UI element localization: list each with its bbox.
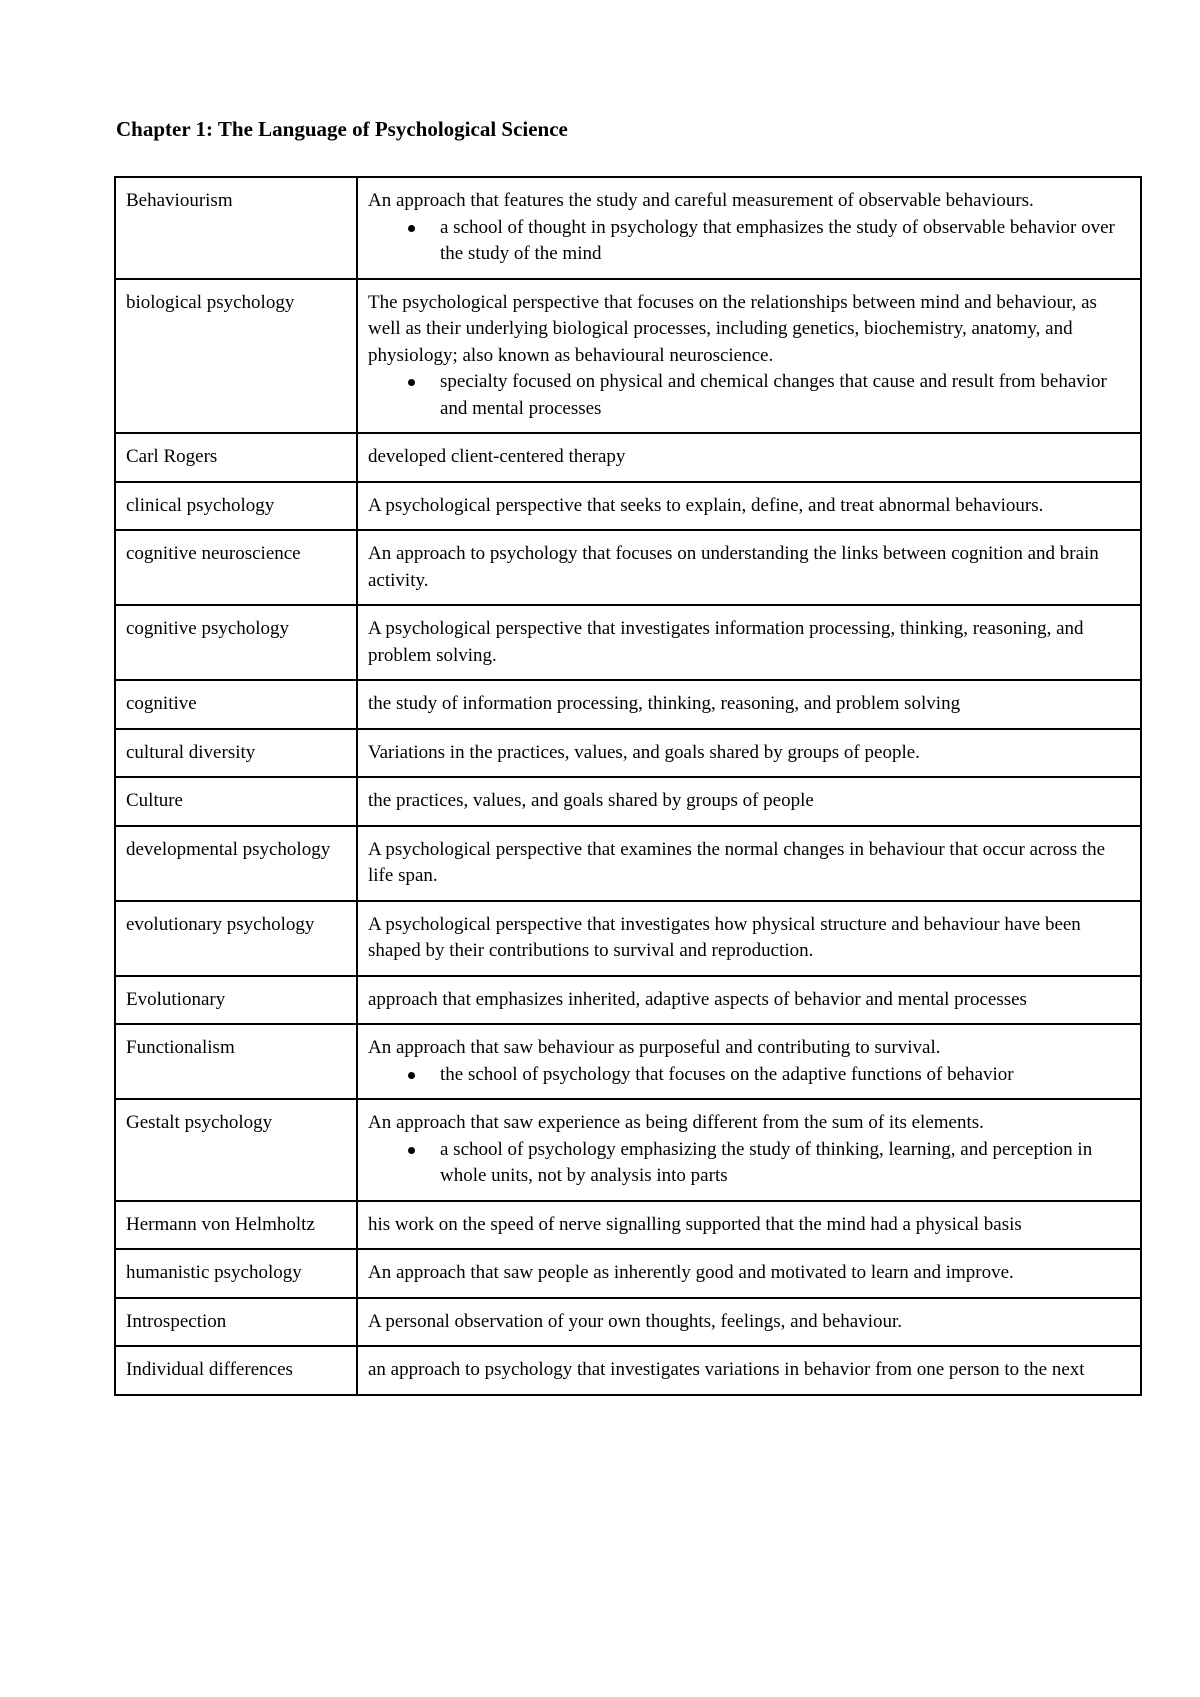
- definition-text: An approach that saw experience as being different from the sum of its elements.: [368, 1112, 984, 1133]
- term-cell: Hermann von Helmholtz: [115, 1201, 357, 1250]
- definition-bullet-list: [368, 215, 1130, 268]
- definition-cell: [357, 901, 1141, 976]
- definition-text: An approach to psychology that focuses on understanding the links between cognition and brain activity.: [368, 543, 1099, 591]
- table-row: [115, 826, 1141, 901]
- definition-cell: [357, 729, 1141, 778]
- table-row: [115, 1249, 1141, 1298]
- term-cell: Gestalt psychology: [115, 1099, 357, 1201]
- definition-text: An approach that saw people as inherently good and motivated to learn and improve.: [368, 1262, 1014, 1283]
- definition-text: the study of information processing, thinking, reasoning, and problem solving: [368, 693, 961, 714]
- term-cell: Culture: [115, 777, 357, 826]
- definition-text: The psychological perspective that focuses on the relationships between mind and behaviour, as well as their underlying biological processes, including genetics, biochemistry, anatomy, and physiology; also known as behavioural neuroscience.: [368, 291, 1097, 366]
- table-row: [115, 1201, 1141, 1250]
- definition-cell: [357, 1249, 1141, 1298]
- term-cell: developmental psychology: [115, 826, 357, 901]
- definition-cell: [357, 279, 1141, 434]
- definition-cell: [357, 433, 1141, 482]
- definition-cell: [357, 177, 1141, 279]
- term-cell: evolutionary psychology: [115, 901, 357, 976]
- glossary-table: [114, 176, 1142, 1396]
- definition-cell: [357, 826, 1141, 901]
- table-row: [115, 976, 1141, 1025]
- definition-bullet: a school of psychology emphasizing the study of thinking, learning, and perception in whole units, not by analysis into parts: [440, 1137, 1130, 1190]
- page-title: Chapter 1: The Language of Psychological Science: [116, 117, 568, 141]
- term-cell: biological psychology: [115, 279, 357, 434]
- definition-bullet: a school of thought in psychology that emphasizes the study of observable behavior over the study of the mind: [440, 215, 1130, 268]
- definition-bullet: specialty focused on physical and chemical changes that cause and result from behavior and mental processes: [440, 369, 1130, 422]
- definition-cell: [357, 1099, 1141, 1201]
- table-row: [115, 177, 1141, 279]
- table-row: [115, 901, 1141, 976]
- table-row: [115, 1099, 1141, 1201]
- definition-text: A psychological perspective that investigates information processing, thinking, reasoning, and problem solving.: [368, 618, 1084, 666]
- definition-text: developed client-centered therapy: [368, 446, 626, 467]
- definition-text: A psychological perspective that investigates how physical structure and behaviour have been shaped by their contributions to survival and reproduction.: [368, 913, 1081, 961]
- table-row: [115, 1346, 1141, 1395]
- definition-cell: [357, 530, 1141, 605]
- term-cell: cognitive psychology: [115, 605, 357, 680]
- table-row: [115, 1024, 1141, 1099]
- term-cell: clinical psychology: [115, 482, 357, 531]
- term-cell: Introspection: [115, 1298, 357, 1347]
- term-cell: cognitive: [115, 680, 357, 729]
- definition-cell: [357, 976, 1141, 1025]
- definition-bullet-list: [368, 369, 1130, 422]
- definition-cell: [357, 482, 1141, 531]
- term-cell: Carl Rogers: [115, 433, 357, 482]
- definition-cell: [357, 1346, 1141, 1395]
- definition-text: An approach that saw behaviour as purposeful and contributing to survival.: [368, 1037, 941, 1058]
- definition-cell: [357, 1298, 1141, 1347]
- term-cell: Behaviourism: [115, 177, 357, 279]
- definition-bullet-list: [368, 1062, 1130, 1089]
- definition-text: approach that emphasizes inherited, adaptive aspects of behavior and mental processes: [368, 988, 1027, 1010]
- term-cell: humanistic psychology: [115, 1249, 357, 1298]
- table-row: [115, 530, 1141, 605]
- definition-text: A psychological perspective that examines the normal changes in behaviour that occur across the life span.: [368, 838, 1106, 886]
- table-row: [115, 729, 1141, 778]
- table-row: [115, 777, 1141, 826]
- definition-text: an approach to psychology that investigates variations in behavior from one person to the next: [368, 1359, 1085, 1380]
- definition-text: Variations in the practices, values, and goals shared by groups of people.: [368, 741, 920, 763]
- definition-bullet: the school of psychology that focuses on the adaptive functions of behavior: [440, 1062, 1130, 1089]
- term-cell: Individual differences: [115, 1346, 357, 1395]
- definition-cell: [357, 680, 1141, 729]
- definition-cell: [357, 1201, 1141, 1250]
- table-row: [115, 433, 1141, 482]
- table-row: [115, 1298, 1141, 1347]
- definition-text: his work on the speed of nerve signalling supported that the mind had a physical basis: [368, 1213, 1022, 1235]
- definition-text: A psychological perspective that seeks to explain, define, and treat abnormal behaviours.: [368, 494, 1044, 516]
- table-row: [115, 605, 1141, 680]
- table-row: [115, 482, 1141, 531]
- term-cell: cultural diversity: [115, 729, 357, 778]
- term-cell: Functionalism: [115, 1024, 357, 1099]
- table-row: [115, 680, 1141, 729]
- definition-text: the practices, values, and goals shared by groups of people: [368, 790, 814, 811]
- definition-bullet-list: [368, 1137, 1130, 1190]
- definition-cell: [357, 605, 1141, 680]
- definition-cell: [357, 777, 1141, 826]
- glossary-body: [115, 177, 1141, 1395]
- definition-text: A personal observation of your own thoughts, feelings, and behaviour.: [368, 1310, 903, 1332]
- definition-text: An approach that features the study and careful measurement of observable behaviours.: [368, 190, 1034, 211]
- table-row: [115, 279, 1141, 434]
- term-cell: cognitive neuroscience: [115, 530, 357, 605]
- definition-cell: [357, 1024, 1141, 1099]
- term-cell: Evolutionary: [115, 976, 357, 1025]
